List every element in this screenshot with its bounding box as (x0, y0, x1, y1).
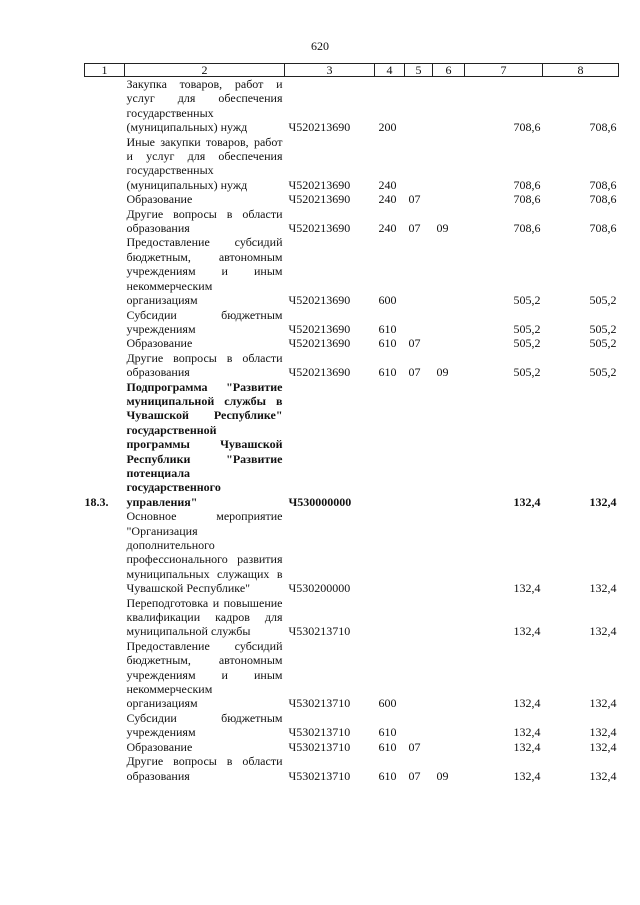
row-number (85, 235, 125, 307)
amount-year-2: 132,4 (589, 581, 617, 596)
row-name: Закупка товаров, работ и услуг для обеспечения государственных (муниципальных) нужд (126, 77, 283, 135)
amount-year-1: 708,6 (513, 177, 541, 192)
section-code (405, 509, 433, 595)
row-name: Предоставление субсидий бюджетным, автономным учреждениям и иным некоммерческим организациям (126, 235, 283, 308)
row-number (85, 308, 125, 337)
row-name: Предоставление субсидий бюджетным, автономным учреждениям и иным некоммерческим организациям (126, 638, 283, 711)
amount-year-1: 132,4 (513, 768, 541, 783)
table-row (85, 380, 619, 510)
row-number (85, 77, 125, 135)
row-name: Другие вопросы в области образования (126, 754, 283, 783)
table-row (85, 336, 619, 350)
section-code: 07 (408, 336, 421, 351)
amount-year-2: 132,4 (589, 739, 617, 754)
amount-year-1: 505,2 (513, 336, 541, 351)
subsection-code (433, 380, 465, 510)
section-code (405, 711, 433, 740)
row-name: Другие вопросы в области образования (126, 206, 283, 236)
section-code: 07 (408, 739, 421, 754)
expense-type-code: 200 (378, 120, 397, 135)
row-number (85, 336, 125, 350)
target-article-code: Ч520213690 (288, 192, 351, 207)
amount-year-1: 132,4 (513, 696, 541, 711)
amount-year-1: 505,2 (513, 365, 541, 380)
section-code: 07 (408, 365, 421, 380)
amount-year-2: 132,4 (589, 725, 617, 740)
subsection-code (433, 308, 465, 337)
column-number-row (85, 64, 619, 77)
amount-year-2: 708,6 (589, 120, 617, 135)
target-article-code: Ч530213710 (288, 725, 351, 740)
amount-year-2: 132,4 (589, 696, 617, 711)
amount-year-1: 132,4 (513, 739, 541, 754)
column-header: 6 (433, 64, 465, 77)
column-header: 1 (85, 64, 125, 77)
amount-year-1: 132,4 (513, 494, 541, 509)
table-row (85, 135, 619, 193)
column-header: 7 (465, 64, 543, 77)
subsection-code (433, 336, 465, 350)
expense-type-code: 610 (378, 336, 397, 351)
target-article-code: Ч530213710 (288, 624, 351, 639)
column-header: 5 (405, 64, 433, 77)
subsection-code (433, 740, 465, 754)
amount-year-2: 708,6 (589, 177, 617, 192)
table-row (85, 308, 619, 337)
expense-type-code: 600 (378, 696, 397, 711)
section-code (405, 380, 433, 510)
table-row (85, 351, 619, 380)
target-article-code: Ч520213690 (288, 365, 351, 380)
row-name: Образование (126, 739, 193, 754)
target-article-code: Ч520213690 (288, 120, 351, 135)
table-body (85, 77, 619, 783)
row-number (85, 192, 125, 206)
subsection-code (433, 639, 465, 711)
section-code (405, 639, 433, 711)
amount-year-2: 708,6 (589, 221, 617, 236)
row-name: Образование (126, 192, 193, 207)
subsection-code (433, 135, 465, 193)
target-article-code: Ч520213690 (288, 221, 351, 236)
table-row (85, 711, 619, 740)
expense-type-code (375, 380, 405, 510)
section-code (405, 235, 433, 307)
table-row (85, 77, 619, 135)
amount-year-1: 505,2 (513, 321, 541, 336)
table-row (85, 207, 619, 236)
amount-year-2: 708,6 (589, 192, 617, 207)
amount-year-1: 708,6 (513, 221, 541, 236)
section-code (405, 77, 433, 135)
column-header: 3 (285, 64, 375, 77)
expense-type-code: 240 (378, 177, 397, 192)
subsection-code: 09 (436, 221, 449, 236)
table-row (85, 754, 619, 783)
section-code: 07 (408, 768, 421, 783)
section-code: 07 (408, 192, 421, 207)
expense-type-code: 240 (378, 192, 397, 207)
amount-year-2: 132,4 (589, 494, 617, 509)
amount-year-1: 708,6 (513, 120, 541, 135)
table-row (85, 596, 619, 639)
row-number (85, 711, 125, 740)
column-header: 8 (543, 64, 619, 77)
subsection-code (433, 596, 465, 639)
amount-year-2: 132,4 (589, 624, 617, 639)
expense-type-code: 610 (378, 768, 397, 783)
subsection-code: 09 (436, 365, 449, 380)
subsection-code: 09 (436, 768, 449, 783)
subsection-code (433, 509, 465, 595)
row-number (85, 135, 125, 193)
amount-year-2: 505,2 (589, 321, 617, 336)
column-header: 2 (125, 64, 285, 77)
expense-type-code: 610 (378, 725, 397, 740)
subsection-code (433, 711, 465, 740)
amount-year-2: 505,2 (589, 365, 617, 380)
row-name: Другие вопросы в области образования (126, 350, 283, 380)
amount-year-1: 132,4 (513, 624, 541, 639)
row-number (85, 509, 125, 595)
target-article-code: Ч530200000 (288, 581, 351, 596)
amount-year-1: 132,4 (513, 725, 541, 740)
row-number (85, 754, 125, 783)
amount-year-1: 708,6 (513, 192, 541, 207)
amount-year-2: 505,2 (589, 336, 617, 351)
section-code (405, 308, 433, 337)
row-name: Иные закупки товаров, работ и услуг для обеспечения государственных (муниципальных) нужд (126, 134, 283, 192)
row-name: Основное мероприятие "Организация дополнительного профессионального развития муниципальных служащих в Чувашской Республике" (126, 509, 283, 596)
row-number (85, 740, 125, 754)
row-number: 18.3. (84, 494, 109, 509)
section-code (405, 596, 433, 639)
row-number (85, 639, 125, 711)
table-row (85, 192, 619, 206)
expense-type-code (375, 509, 405, 595)
amount-year-2: 132,4 (589, 768, 617, 783)
target-article-code: Ч520213690 (288, 177, 351, 192)
row-name: Субсидии бюджетным учреждениям (126, 710, 283, 740)
table-row (85, 509, 619, 595)
subsection-code (433, 77, 465, 135)
target-article-code: Ч530213710 (288, 739, 351, 754)
target-article-code: Ч520213690 (288, 321, 351, 336)
page-number: 620 (311, 39, 329, 53)
row-name: Подпрограмма "Развитие муниципальной службы в Чувашской Республике" государственной программы Чувашской Республики "Развитие потенциала государственного управления" (126, 379, 283, 509)
expense-type-code: 610 (378, 365, 397, 380)
column-header: 4 (375, 64, 405, 77)
amount-year-1: 132,4 (513, 581, 541, 596)
row-number (85, 351, 125, 380)
table-row (85, 740, 619, 754)
target-article-code: Ч530213710 (288, 768, 351, 783)
row-number (85, 596, 125, 639)
target-article-code: Ч520213690 (288, 293, 351, 308)
target-article-code: Ч530000000 (288, 494, 352, 509)
amount-year-1: 505,2 (513, 293, 541, 308)
row-name: Переподготовка и повышение квалификации кадров для муниципальной службы (126, 595, 283, 639)
budget-table (84, 63, 619, 783)
amount-year-2: 505,2 (589, 293, 617, 308)
expense-type-code: 610 (378, 739, 397, 754)
section-code (405, 135, 433, 193)
table-row (85, 235, 619, 307)
expense-type-code (375, 596, 405, 639)
subsection-code (433, 192, 465, 206)
section-code: 07 (408, 221, 421, 236)
row-name: Субсидии бюджетным учреждениям (126, 307, 283, 336)
target-article-code: Ч520213690 (288, 336, 351, 351)
expense-type-code: 600 (378, 293, 397, 308)
target-article-code: Ч530213710 (288, 696, 351, 711)
expense-type-code: 610 (378, 321, 397, 336)
row-name: Образование (126, 336, 193, 351)
expense-type-code: 240 (378, 221, 397, 236)
subsection-code (433, 235, 465, 307)
table-row (85, 639, 619, 711)
row-number (85, 207, 125, 236)
